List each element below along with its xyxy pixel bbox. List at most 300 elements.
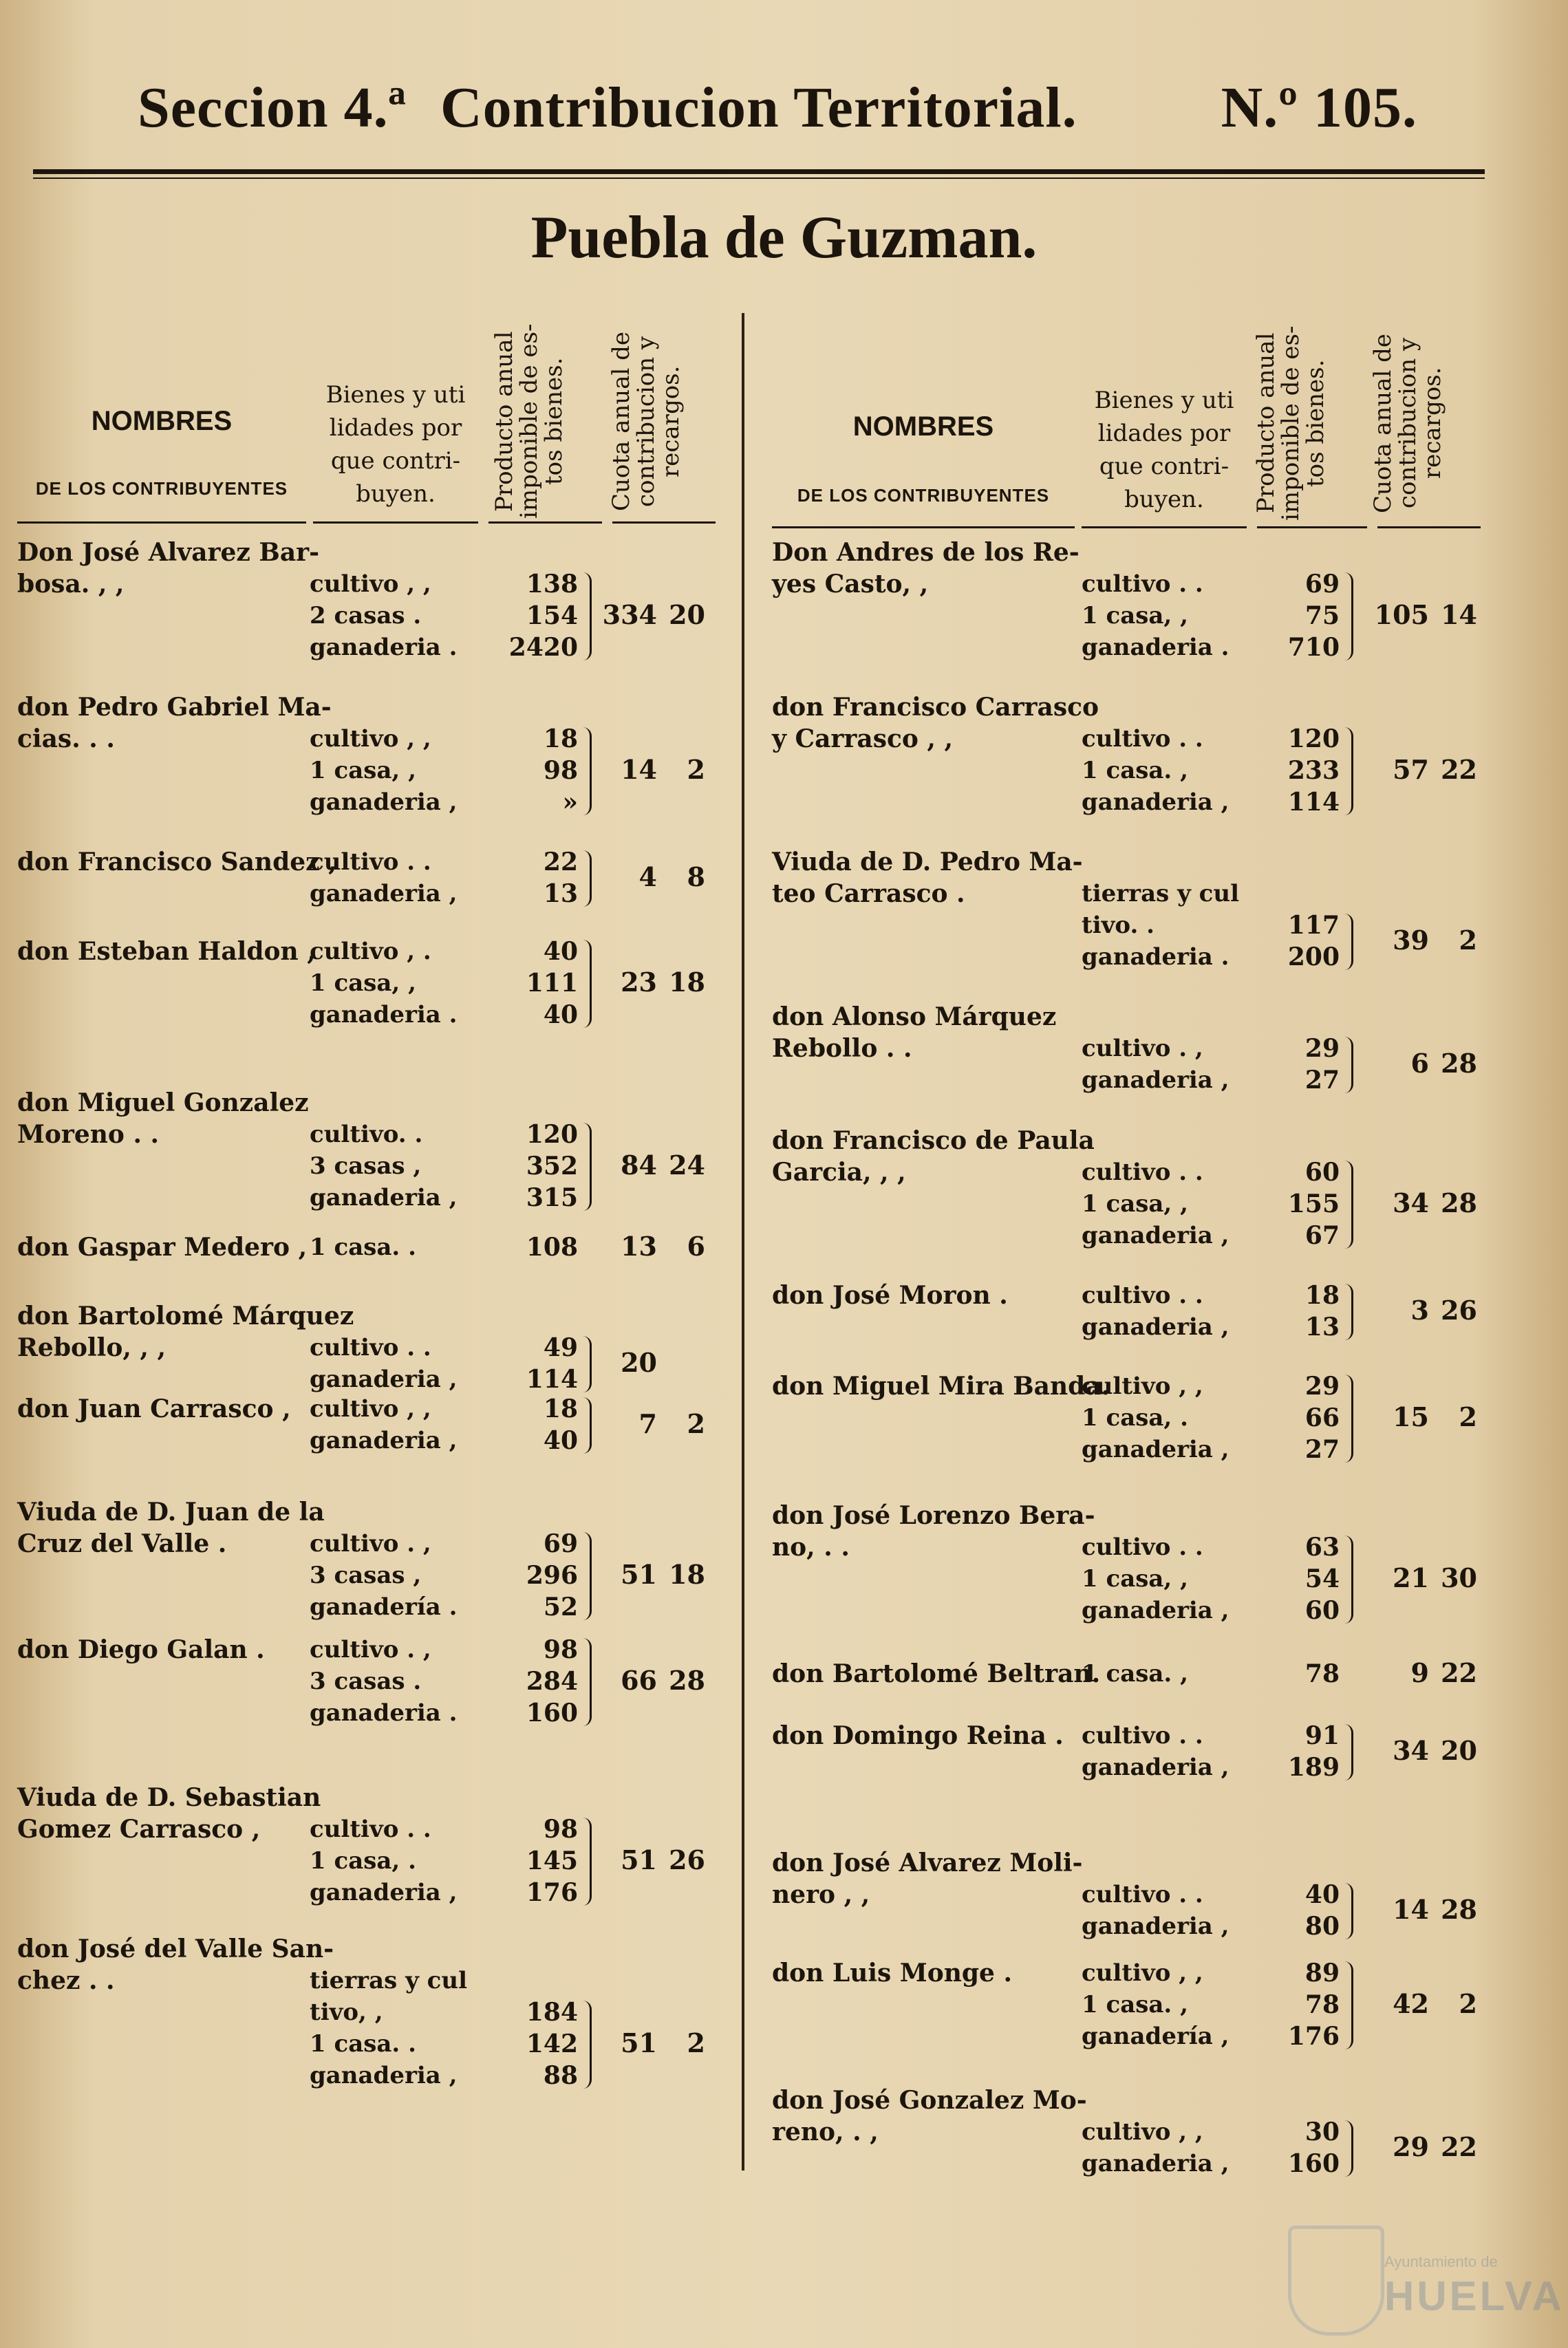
product-value: 80	[1304, 1912, 1340, 1941]
product-values	[495, 1119, 578, 1214]
tax-amount-reales: 334	[602, 599, 657, 630]
tax-amount-reales: 6	[1410, 1048, 1429, 1079]
grouping-brace	[583, 2001, 592, 2089]
grouping-brace	[583, 1818, 592, 1906]
tax-amount-maravedis: 20	[1441, 1735, 1477, 1766]
header-underline	[1082, 526, 1247, 528]
watermark-line1: Ayuntamiento de	[1384, 2253, 1498, 2270]
product-value: 67	[1304, 1221, 1340, 1250]
property-item: tivo. .	[1082, 912, 1154, 939]
product-values	[495, 1996, 578, 2091]
product-value: 138	[526, 570, 578, 599]
contributor-name: Don José Alvarez Bar- bosa. , ,	[17, 538, 320, 599]
property-list	[310, 936, 458, 1031]
contributor-name: don Miguel Gonzalez Moreno . .	[17, 1088, 309, 1149]
property-item: cultivo . .	[1082, 1533, 1203, 1561]
tax-amount	[595, 1347, 705, 1378]
contributor-name: don Bartolomé Márquez Rebollo, , ,	[17, 1302, 354, 1362]
property-item: ganaderia ,	[1082, 788, 1229, 816]
tax-amount-reales: 4	[638, 861, 657, 892]
property-item: ganaderia ,	[310, 788, 458, 816]
tax-amount	[595, 754, 705, 785]
property-list	[1082, 568, 1229, 663]
property-list	[310, 568, 458, 663]
tax-title: Contribucion Territorial.	[440, 76, 1077, 140]
header-underline	[1377, 526, 1481, 528]
product-value: 233	[1287, 756, 1340, 785]
property-item: 1 casa, ,	[1082, 1565, 1188, 1593]
product-value: 78	[1304, 1990, 1340, 2019]
grouping-brace	[583, 1336, 592, 1392]
tax-amount-maravedis: 28	[1441, 1048, 1477, 1079]
tax-amount-maravedis: 22	[1441, 2131, 1477, 2162]
product-values	[1257, 1280, 1340, 1343]
tax-amount	[1364, 1401, 1477, 1432]
product-value: 315	[526, 1183, 578, 1212]
property-list	[1082, 1370, 1229, 1465]
product-values	[1257, 1720, 1340, 1783]
tax-amount	[1364, 1988, 1477, 2019]
tax-amount-reales: 7	[638, 1408, 657, 1439]
tax-amount-maravedis: 2	[687, 1408, 705, 1439]
property-item: ganaderia ,	[1082, 1913, 1229, 1940]
header-nombres: NOMBRES	[852, 411, 994, 442]
header-cuota: Cuota anual de contribucion y recargos.	[1369, 333, 1446, 513]
product-value: 184	[526, 1998, 578, 2027]
tax-amount-reales: 20	[621, 1347, 657, 1378]
product-values	[495, 1332, 578, 1395]
property-item: ganaderia .	[1082, 943, 1229, 971]
product-value: 27	[1304, 1066, 1340, 1095]
tax-amount-reales: 23	[621, 967, 657, 998]
product-value: 91	[1304, 1721, 1340, 1750]
header-nombres: NOMBRES	[91, 406, 233, 436]
grouping-brace	[1344, 1037, 1353, 1093]
property-item: 1 casa, .	[1082, 1404, 1188, 1432]
tax-amount-maravedis: 24	[669, 1150, 705, 1181]
product-values	[1257, 1957, 1340, 2052]
tax-amount	[1364, 1187, 1477, 1218]
product-value: 52	[543, 1593, 578, 1622]
product-value: 89	[1304, 1959, 1340, 1988]
property-list	[1082, 1658, 1188, 1690]
grouping-brace	[583, 940, 592, 1028]
property-item: 2 casas .	[310, 602, 422, 629]
tax-amount-maravedis: 2	[1459, 925, 1477, 956]
tax-amount	[595, 967, 705, 998]
contributor-name: don Bartolomé Beltran.	[772, 1659, 1101, 1688]
grouping-brace	[1344, 1883, 1353, 1939]
tax-amount-reales: 34	[1393, 1735, 1429, 1766]
property-item: cultivo , ,	[310, 725, 431, 753]
tax-amount-reales: 57	[1393, 754, 1429, 785]
left-column	[17, 303, 719, 2090]
tax-amount-reales: 21	[1393, 1562, 1429, 1593]
header-contribuyentes: DE LOS CONTRIBUYENTES	[35, 478, 288, 499]
property-item: cultivo , .	[310, 938, 431, 965]
contributor-name: don Esteban Haldon ,	[17, 937, 316, 966]
tax-amount-maravedis: 28	[1441, 1187, 1477, 1218]
product-value: 710	[1287, 633, 1340, 662]
product-values	[495, 846, 578, 909]
property-item: cultivo. .	[310, 1121, 423, 1148]
header-cuota: Cuota anual de contribucion y recargos.	[608, 331, 685, 512]
left-column-headers	[17, 303, 719, 537]
product-values	[495, 1393, 578, 1456]
product-value: 63	[1304, 1533, 1340, 1562]
product-value: 40	[543, 937, 578, 966]
product-value: 40	[1304, 1880, 1340, 1909]
contributor-name: don José Alvarez Moli- nero , ,	[772, 1849, 1083, 1909]
section-label: Seccion 4.ª	[138, 76, 407, 140]
property-item: cultivo , ,	[1082, 1372, 1203, 1400]
archive-watermark	[1281, 2219, 1565, 2336]
tax-amount	[595, 1665, 705, 1696]
property-item: cultivo . .	[310, 1816, 431, 1843]
property-item: 1 casa. .	[310, 1234, 416, 1261]
tax-amount-maravedis: 2	[687, 2027, 705, 2058]
tax-amount-maravedis: 28	[669, 1665, 705, 1696]
tax-amount-reales: 51	[621, 1844, 657, 1875]
contributor-name: don Alonso Márquez Rebollo . .	[772, 1002, 1057, 1063]
column-divider	[742, 313, 744, 2171]
contributor-name: don Miguel Mira Banda.	[772, 1372, 1110, 1401]
product-value: 69	[543, 1529, 578, 1558]
product-value: 29	[1304, 1034, 1340, 1063]
property-item: 1 casa. ,	[1082, 1991, 1188, 2018]
property-list	[310, 1231, 416, 1263]
tax-amount	[1364, 1295, 1477, 1326]
product-values	[1257, 723, 1340, 818]
tax-amount-maravedis: 26	[1441, 1295, 1477, 1326]
product-value: 120	[1287, 724, 1340, 753]
property-item: ganaderia .	[310, 634, 458, 661]
tax-amount	[1364, 1048, 1477, 1079]
header-contribuyentes: DE LOS CONTRIBUYENTES	[797, 485, 1050, 506]
tax-amount-maravedis: 2	[1459, 1988, 1477, 2019]
product-value: 296	[526, 1561, 578, 1590]
page-header	[138, 74, 1417, 157]
product-value: 189	[1287, 1753, 1340, 1782]
property-item: ganaderia ,	[310, 880, 458, 907]
contributor-name: don Gaspar Medero ,	[17, 1233, 308, 1262]
property-item: ganaderia ,	[1082, 1436, 1229, 1463]
tax-amount-maravedis: 14	[1441, 599, 1477, 630]
property-item: tierras y cul	[310, 1967, 468, 1994]
header-underline	[313, 521, 478, 524]
product-value: 145	[526, 1846, 578, 1875]
contributor-name: don Francisco de Paula Garcia, , ,	[772, 1126, 1095, 1187]
header-rule	[33, 169, 1485, 174]
property-list	[310, 846, 458, 909]
tax-amount-reales: 14	[1393, 1894, 1429, 1925]
product-value: 69	[1304, 570, 1340, 599]
property-item: ganaderia ,	[1082, 1597, 1229, 1624]
grouping-brace	[583, 1532, 592, 1620]
product-value: 22	[543, 848, 578, 876]
product-values	[1257, 2116, 1340, 2179]
product-value: 160	[526, 1699, 578, 1727]
contributor-name: don José Lorenzo Bera- no, . .	[772, 1501, 1095, 1562]
grouping-brace	[1344, 1375, 1353, 1463]
grouping-brace	[583, 727, 592, 815]
product-value: 49	[543, 1333, 578, 1362]
tax-amount	[595, 1559, 705, 1590]
product-value: 88	[543, 2061, 578, 2090]
tax-amount	[595, 1231, 705, 1262]
grouping-brace	[1344, 1961, 1353, 2049]
property-list	[310, 1393, 458, 1456]
header-underline	[772, 526, 1075, 528]
grouping-brace	[583, 1123, 592, 1211]
tax-amount-reales: 51	[621, 2027, 657, 2058]
contributor-name: Don Andres de los Re- yes Casto, ,	[772, 538, 1080, 599]
product-value: 111	[526, 969, 578, 998]
tax-amount	[595, 599, 705, 630]
tax-amount-reales: 29	[1393, 2131, 1429, 2162]
property-item: ganaderia ,	[1082, 2150, 1229, 2177]
product-value: 40	[543, 1000, 578, 1029]
tax-amount	[1364, 1657, 1477, 1688]
tax-amount	[595, 2027, 705, 2058]
property-item: ganaderia .	[310, 1001, 458, 1028]
product-value: 120	[526, 1120, 578, 1149]
grouping-brace	[1344, 1161, 1353, 1249]
product-value: 160	[1287, 2149, 1340, 2178]
property-item: ganaderia ,	[310, 1184, 458, 1211]
property-item: 1 casa. ,	[1082, 757, 1188, 784]
property-item: 1 casa, ,	[310, 757, 416, 784]
grouping-brace	[583, 850, 592, 907]
property-item: ganadería .	[310, 1593, 458, 1621]
property-item: 1 casa, ,	[310, 969, 416, 997]
grouping-brace	[1344, 572, 1353, 660]
header-producto: Producto anual imponible de es- tos bienes.	[491, 323, 568, 519]
property-item: 3 casas ,	[310, 1562, 422, 1589]
property-item: cultivo . .	[1082, 1722, 1203, 1749]
contributor-name: Viuda de D. Juan de la Cruz del Valle .	[17, 1498, 325, 1558]
property-list	[310, 1813, 458, 1908]
contributor-name: Viuda de D. Pedro Ma- teo Carrasco .	[772, 848, 1083, 908]
product-value: 352	[526, 1152, 578, 1181]
property-item: ganaderia ,	[310, 1427, 458, 1454]
property-item: 1 casa, ,	[1082, 1190, 1188, 1218]
tax-amount-maravedis: 2	[687, 754, 705, 785]
property-item: cultivo . .	[310, 848, 431, 876]
tax-amount-maravedis: 20	[669, 599, 705, 630]
property-list	[310, 723, 458, 818]
property-item: cultivo . .	[310, 1334, 431, 1361]
property-list	[1082, 1957, 1229, 2052]
property-item: cultivo . .	[1082, 1282, 1203, 1309]
product-value: 13	[1304, 1313, 1340, 1342]
tax-amount-maravedis: 8	[687, 861, 705, 892]
product-values	[1257, 1370, 1340, 1465]
property-item: cultivo , ,	[1082, 2118, 1203, 2146]
product-values	[1257, 1156, 1340, 1251]
property-list	[1082, 1720, 1229, 1783]
contributor-name: don José del Valle San- chez . .	[17, 1935, 334, 1995]
property-item: cultivo . .	[1082, 570, 1203, 598]
product-value: 176	[1287, 2022, 1340, 2051]
product-values	[495, 1231, 578, 1263]
product-values	[495, 1634, 578, 1729]
right-column-headers	[772, 303, 1488, 537]
property-item: cultivo , ,	[310, 1395, 431, 1423]
tax-amount	[1364, 2131, 1477, 2162]
property-list	[1082, 1033, 1229, 1096]
property-item: 1 casa, .	[310, 1847, 416, 1875]
watermark-line2: HUELVA	[1384, 2273, 1565, 2319]
product-value: 60	[1304, 1596, 1340, 1625]
product-values	[495, 723, 578, 818]
property-item: ganaderia .	[1082, 634, 1229, 661]
grouping-brace	[583, 572, 592, 660]
contributor-name: don Francisco Carrasco y Carrasco , ,	[772, 693, 1099, 753]
property-item: ganaderia ,	[310, 2062, 458, 2089]
contributor-name: don Pedro Gabriel Ma- cias. . .	[17, 693, 332, 753]
property-item: cultivo . .	[1082, 1159, 1203, 1186]
right-column	[772, 303, 1488, 2178]
property-item: 3 casas ,	[310, 1152, 422, 1180]
property-item: 1 casa, ,	[1082, 602, 1188, 629]
tax-amount-reales: 39	[1393, 925, 1429, 956]
tax-amount-maravedis: 6	[687, 1231, 705, 1262]
tax-amount-maravedis: 26	[669, 1844, 705, 1875]
tax-amount-reales: 84	[621, 1150, 657, 1181]
tax-amount-reales: 34	[1393, 1187, 1429, 1218]
tax-amount	[1364, 754, 1477, 785]
contributor-name: don Luis Monge .	[772, 1959, 1013, 1988]
product-value: 30	[1304, 2118, 1340, 2146]
product-value: 54	[1304, 1564, 1340, 1593]
tax-amount-maravedis: 28	[1441, 1894, 1477, 1925]
product-value: 18	[543, 724, 578, 753]
header-rule-thin	[33, 177, 1485, 179]
tax-amount-reales: 9	[1410, 1657, 1429, 1688]
tax-amount	[595, 861, 705, 892]
product-values	[495, 936, 578, 1031]
tax-amount	[595, 1408, 705, 1439]
tax-amount-reales: 42	[1393, 1988, 1429, 2019]
tax-amount-maravedis: 30	[1441, 1562, 1477, 1593]
tax-amount-reales: 14	[621, 754, 657, 785]
property-item: 1 casa. ,	[1082, 1660, 1188, 1688]
product-value: 98	[543, 1635, 578, 1664]
header-underline	[1257, 526, 1367, 528]
product-value: 66	[1304, 1403, 1340, 1432]
product-value: 40	[543, 1426, 578, 1455]
property-item: cultivo . ,	[310, 1636, 431, 1663]
product-value: 18	[1304, 1281, 1340, 1310]
product-value: 284	[526, 1667, 578, 1696]
property-item: ganaderia ,	[1082, 1222, 1229, 1249]
product-value: 117	[1287, 911, 1340, 940]
product-values	[1257, 1879, 1340, 1942]
tax-amount-reales: 66	[621, 1665, 657, 1696]
tax-amount-maravedis: 18	[669, 1559, 705, 1590]
contributor-name: Viuda de D. Sebastian Gomez Carrasco ,	[17, 1783, 321, 1844]
property-item: 3 casas .	[310, 1668, 422, 1695]
contributor-name: don Francisco Sandez ,	[17, 848, 337, 876]
tax-amount-maravedis: 2	[1459, 1401, 1477, 1432]
property-item: ganaderia ,	[310, 1366, 458, 1393]
tax-amount	[1364, 1735, 1477, 1766]
product-value: 154	[526, 601, 578, 630]
property-list	[310, 1332, 458, 1395]
page-number: N.º 105.	[1221, 76, 1417, 140]
tax-amount	[1364, 925, 1477, 956]
tax-amount-reales: 15	[1393, 1401, 1429, 1432]
property-item: 1 casa. .	[310, 2030, 416, 2058]
contributor-name: don José Gonzalez Mo- reno, . ,	[772, 2086, 1087, 2146]
product-value: 13	[543, 879, 578, 908]
city-crest-icon	[1288, 2226, 1384, 2336]
contributor-name: don Diego Galan .	[17, 1635, 265, 1664]
tax-amount	[1364, 599, 1477, 630]
property-item: ganaderia ,	[1082, 1313, 1229, 1341]
product-value: 155	[1287, 1189, 1340, 1218]
tax-amount-reales: 105	[1374, 599, 1429, 630]
grouping-brace	[1344, 1536, 1353, 1624]
property-item: ganaderia ,	[1082, 1066, 1229, 1094]
property-list	[1082, 1879, 1229, 1942]
product-value: »	[562, 788, 578, 817]
product-values	[1257, 568, 1340, 663]
product-values	[1257, 1531, 1340, 1626]
tax-amount-maravedis: 18	[669, 967, 705, 998]
header-bienes: Bienes y uti lidades por que contri- buyen.	[1094, 387, 1234, 513]
grouping-brace	[1344, 1284, 1353, 1340]
property-item: cultivo . .	[1082, 725, 1203, 753]
property-list	[1082, 878, 1239, 973]
property-item: cultivo , ,	[1082, 1959, 1203, 1987]
product-value: 27	[1304, 1435, 1340, 1464]
tax-amount-reales: 51	[621, 1559, 657, 1590]
header-underline	[612, 521, 716, 524]
grouping-brace	[583, 1397, 592, 1454]
tax-amount-reales: 3	[1410, 1295, 1429, 1326]
contributor-name: don Juan Carrasco ,	[17, 1394, 291, 1423]
grouping-brace	[1344, 2120, 1353, 2177]
product-values	[495, 1813, 578, 1908]
grouping-brace	[583, 1638, 592, 1726]
header-producto: Producto anual imponible de es- tos bienes.	[1252, 325, 1329, 521]
tax-amount	[595, 1844, 705, 1875]
product-value: 114	[526, 1365, 578, 1394]
contributor-name: don Domingo Reina .	[772, 1721, 1064, 1750]
product-value: 78	[1304, 1659, 1340, 1688]
tax-amount-maravedis: 22	[1441, 1657, 1477, 1688]
product-value: 75	[1304, 601, 1340, 630]
product-values	[1257, 1033, 1340, 1096]
contributor-name: don José Moron .	[772, 1281, 1008, 1310]
product-value: 98	[543, 1815, 578, 1844]
property-item: cultivo . ,	[310, 1530, 431, 1558]
product-values	[495, 1528, 578, 1623]
tax-amount	[1364, 1894, 1477, 1925]
property-list	[1082, 2116, 1229, 2179]
property-item: tierras y cul	[1082, 880, 1240, 907]
product-value: 29	[1304, 1372, 1340, 1401]
property-list	[310, 1119, 458, 1214]
product-value: 114	[1287, 788, 1340, 817]
product-value: 18	[543, 1394, 578, 1423]
header-underline	[488, 521, 602, 524]
property-item: cultivo . .	[1082, 1881, 1203, 1908]
property-list	[1082, 1156, 1229, 1251]
property-list	[310, 1528, 458, 1623]
